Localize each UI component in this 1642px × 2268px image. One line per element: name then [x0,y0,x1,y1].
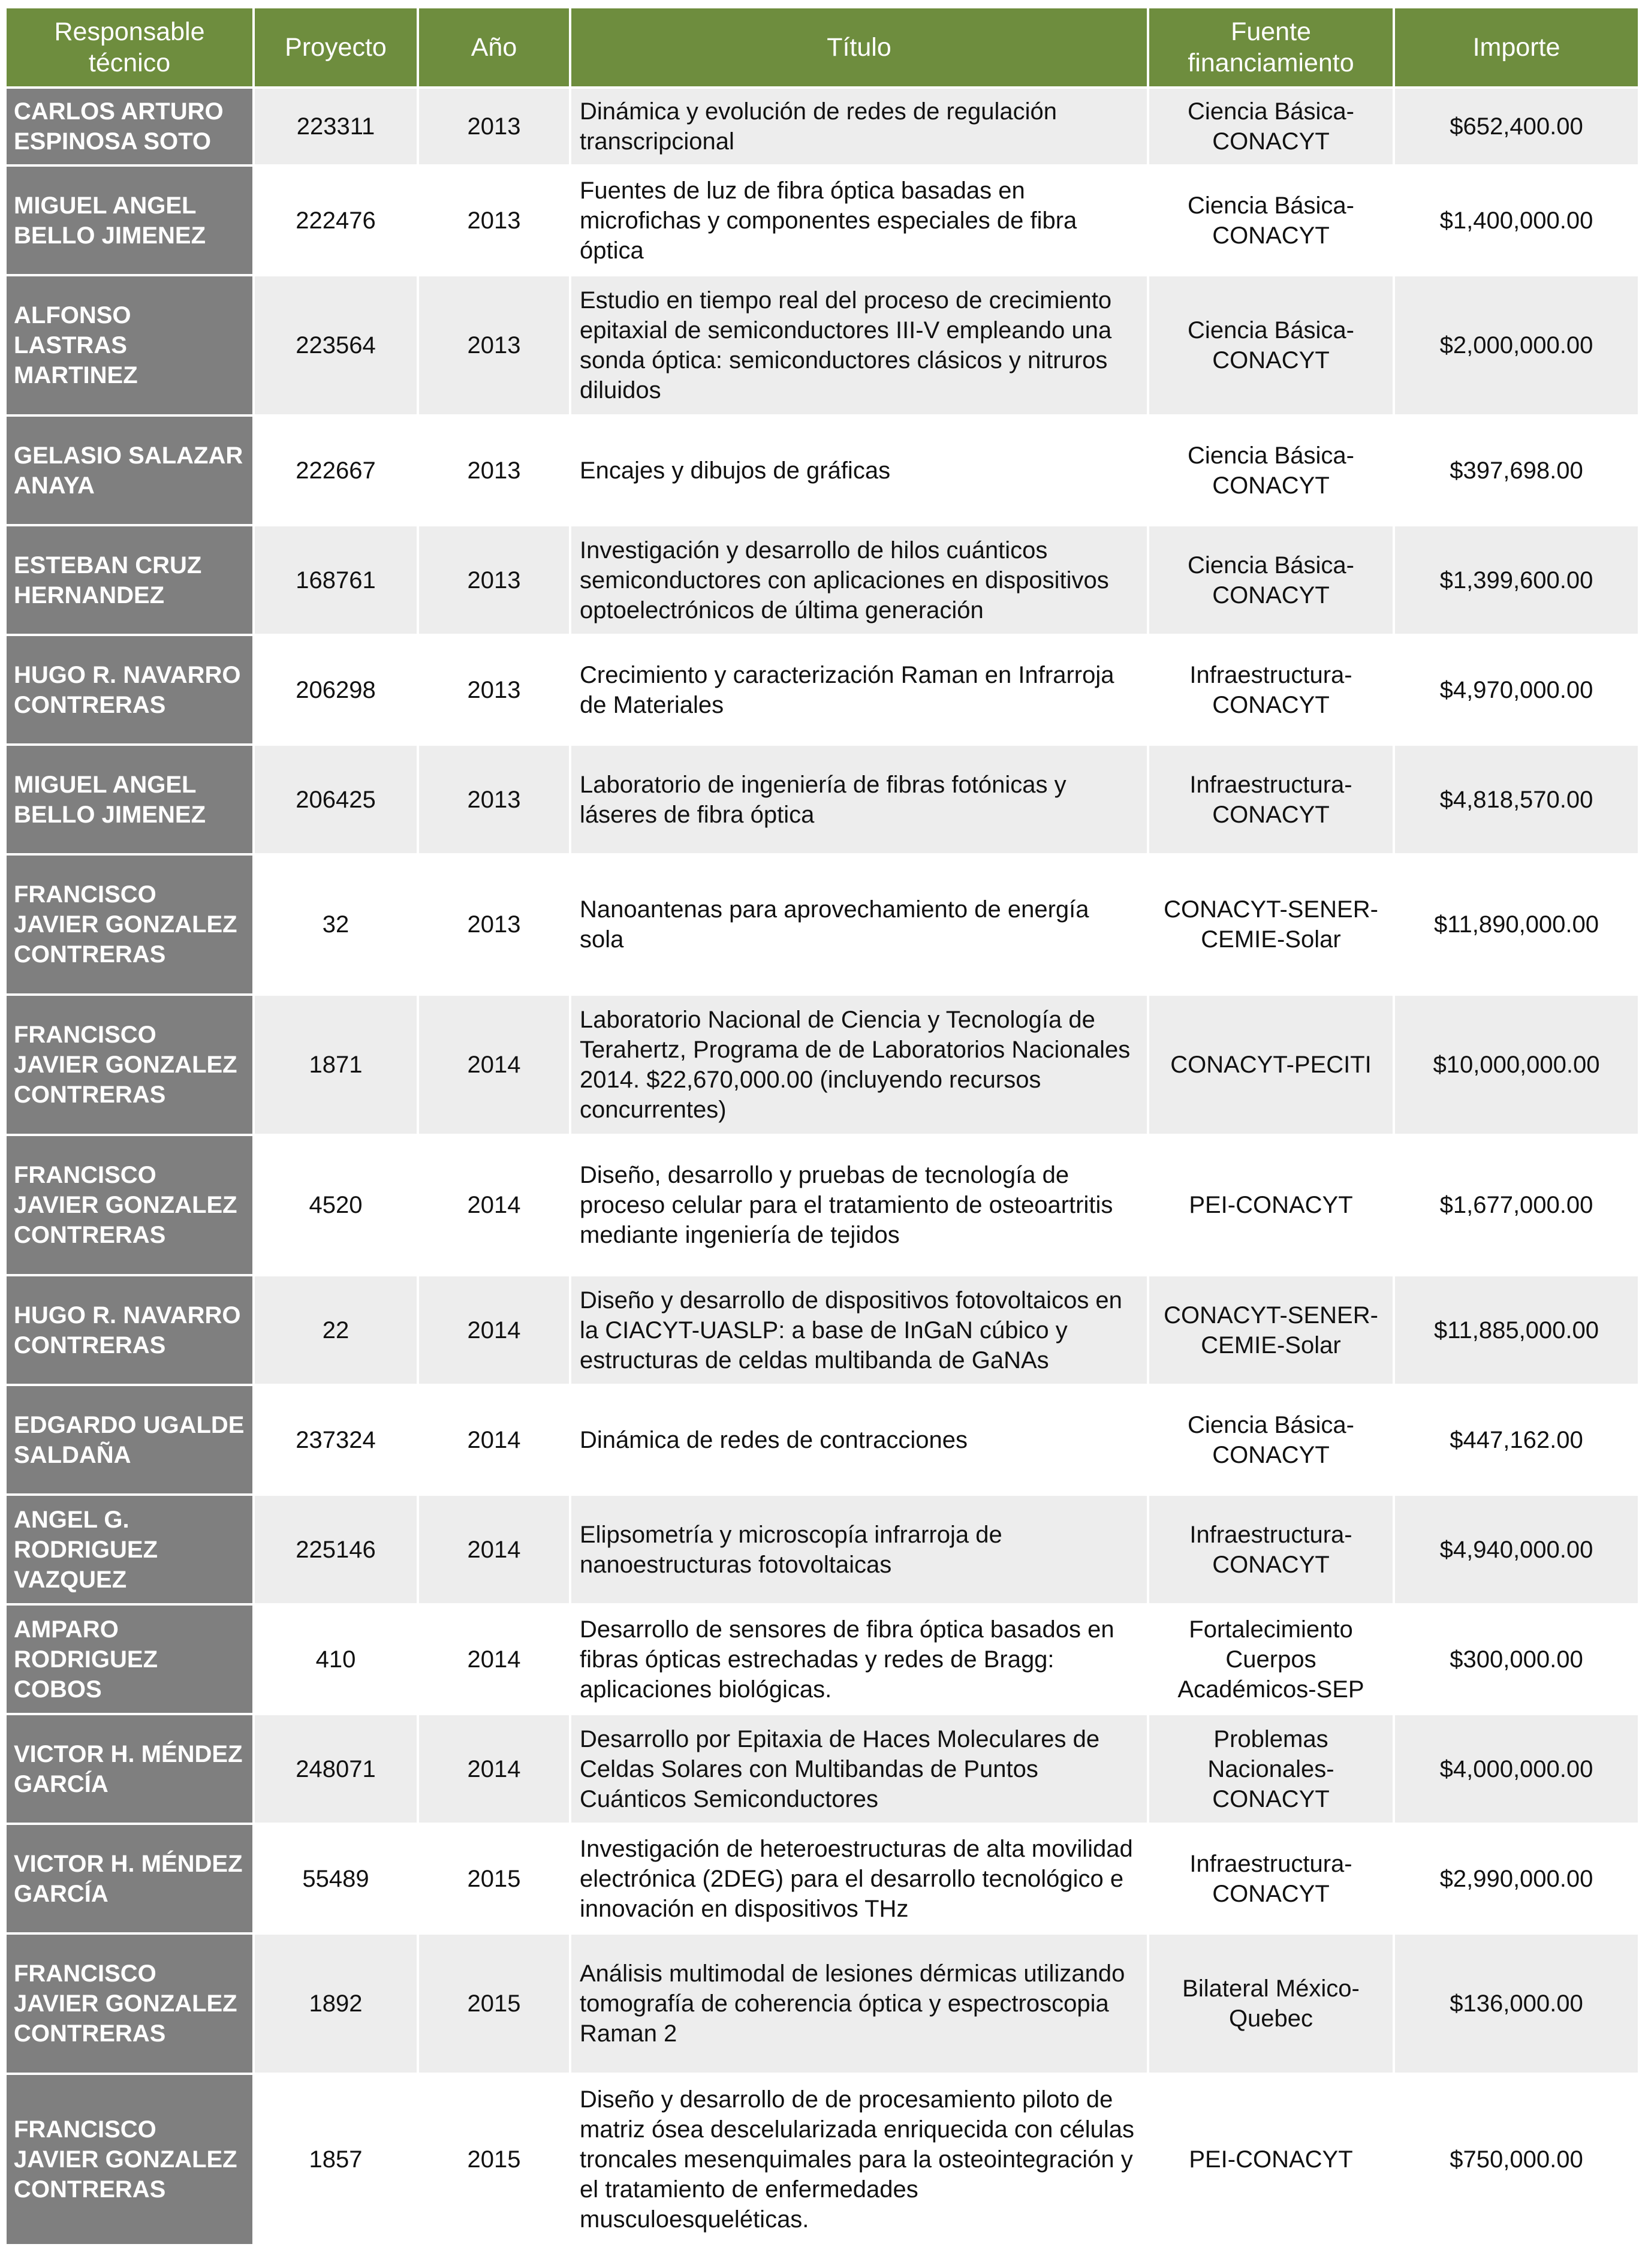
cell-responsable: MIGUEL ANGEL BELLO JIMENEZ [7,167,252,274]
header-anio: Año [419,8,569,86]
cell-proyecto: 223311 [255,89,417,164]
table-body [7,89,1638,2244]
cell-anio: 2014 [419,1276,569,1384]
cell-titulo: Dinámica y evolución de redes de regulación transcripcional [571,89,1147,164]
cell-responsable: EDGARDO UGALDE SALDAÑA [7,1386,252,1493]
cell-proyecto: 206298 [255,636,417,743]
cell-titulo: Nanoantenas para aprovechamiento de energía sola [571,856,1147,993]
cell-importe: $136,000.00 [1395,1935,1638,2073]
cell-importe: $4,000,000.00 [1395,1715,1638,1823]
header-fuente: Fuente financiamiento [1149,8,1393,86]
cell-anio: 2014 [419,996,569,1134]
cell-proyecto: 32 [255,856,417,993]
cell-fuente: PEI-CONACYT [1149,2075,1393,2244]
table-row [7,856,1638,993]
table-row [7,526,1638,634]
table-row [7,167,1638,274]
cell-proyecto: 248071 [255,1715,417,1823]
cell-fuente: Infraestructura-CONACYT [1149,636,1393,743]
cell-fuente: Ciencia Básica-CONACYT [1149,167,1393,274]
table-row [7,746,1638,853]
cell-anio: 2015 [419,2075,569,2244]
cell-fuente: Ciencia Básica-CONACYT [1149,526,1393,634]
cell-proyecto: 55489 [255,1825,417,1932]
header-proyecto: Proyecto [255,8,417,86]
cell-responsable: FRANCISCO JAVIER GONZALEZ CONTRERAS [7,1935,252,2073]
cell-titulo: Estudio en tiempo real del proceso de crecimiento epitaxial de semiconductores III-V empleando una sonda óptica: semiconductores clásicos y nitruros diluidos [571,276,1147,414]
table-row [7,1276,1638,1384]
cell-titulo: Investigación de heteroestructuras de alta movilidad electrónica (2DEG) para el desarrollo tecnológico e innovación en dispositivos THz [571,1825,1147,1932]
cell-importe: $2,990,000.00 [1395,1825,1638,1932]
cell-fuente: Infraestructura-CONACYT [1149,1825,1393,1932]
cell-anio: 2014 [419,1715,569,1823]
cell-proyecto: 1857 [255,2075,417,2244]
cell-responsable: AMPARO RODRIGUEZ COBOS [7,1606,252,1713]
projects-table [4,6,1640,2246]
cell-proyecto: 222476 [255,167,417,274]
table-row [7,996,1638,1134]
cell-titulo: Análisis multimodal de lesiones dérmicas utilizando tomografía de coherencia óptica y espectroscopia Raman 2 [571,1935,1147,2073]
cell-titulo: Desarrollo por Epitaxia de Haces Moleculares de Celdas Solares con Multibandas de Puntos Cuánticos Semiconductores [571,1715,1147,1823]
cell-titulo: Encajes y dibujos de gráficas [571,417,1147,524]
cell-importe: $1,677,000.00 [1395,1136,1638,1274]
table-row [7,276,1638,414]
cell-proyecto: 222667 [255,417,417,524]
cell-fuente: PEI-CONACYT [1149,1136,1393,1274]
cell-anio: 2014 [419,1386,569,1493]
cell-importe: $4,940,000.00 [1395,1496,1638,1603]
table-row [7,89,1638,164]
cell-anio: 2013 [419,276,569,414]
cell-fuente: Fortalecimiento Cuerpos Académicos-SEP [1149,1606,1393,1713]
table-row [7,1496,1638,1603]
header-importe: Importe [1395,8,1638,86]
cell-responsable: ALFONSO LASTRAS MARTINEZ [7,276,252,414]
cell-fuente: CONACYT-SENER-CEMIE-Solar [1149,1276,1393,1384]
cell-proyecto: 225146 [255,1496,417,1603]
table-row [7,1386,1638,1493]
header-responsable: Responsable técnico [7,8,252,86]
header-titulo: Título [571,8,1147,86]
cell-fuente: Ciencia Básica-CONACYT [1149,417,1393,524]
cell-proyecto: 206425 [255,746,417,853]
cell-importe: $1,399,600.00 [1395,526,1638,634]
table-row [7,1825,1638,1932]
cell-responsable: FRANCISCO JAVIER GONZALEZ CONTRERAS [7,1136,252,1274]
cell-importe: $10,000,000.00 [1395,996,1638,1134]
cell-fuente: Bilateral México-Quebec [1149,1935,1393,2073]
table-row [7,1935,1638,2073]
cell-titulo: Laboratorio de ingeniería de fibras fotónicas y láseres de fibra óptica [571,746,1147,853]
cell-fuente: Ciencia Básica-CONACYT [1149,89,1393,164]
cell-responsable: HUGO R. NAVARRO CONTRERAS [7,636,252,743]
cell-anio: 2013 [419,417,569,524]
cell-anio: 2015 [419,1825,569,1932]
cell-fuente: Problemas Nacionales-CONACYT [1149,1715,1393,1823]
cell-anio: 2013 [419,526,569,634]
cell-responsable: HUGO R. NAVARRO CONTRERAS [7,1276,252,1384]
cell-anio: 2013 [419,167,569,274]
table-row [7,1715,1638,1823]
table-header-row [7,8,1638,86]
cell-importe: $300,000.00 [1395,1606,1638,1713]
cell-responsable: MIGUEL ANGEL BELLO JIMENEZ [7,746,252,853]
cell-fuente: Infraestructura-CONACYT [1149,1496,1393,1603]
table-row [7,417,1638,524]
cell-responsable: GELASIO SALAZAR ANAYA [7,417,252,524]
cell-titulo: Diseño, desarrollo y pruebas de tecnología de proceso celular para el tratamiento de osteoartritis mediante ingeniería de tejidos [571,1136,1147,1274]
cell-anio: 2014 [419,1136,569,1274]
table-row [7,1136,1638,1274]
cell-responsable: FRANCISCO JAVIER GONZALEZ CONTRERAS [7,856,252,993]
cell-importe: $750,000.00 [1395,2075,1638,2244]
cell-anio: 2013 [419,746,569,853]
cell-responsable: FRANCISCO JAVIER GONZALEZ CONTRERAS [7,996,252,1134]
cell-responsable: CARLOS ARTURO ESPINOSA SOTO [7,89,252,164]
cell-titulo: Diseño y desarrollo de de procesamiento piloto de matriz ósea descelularizada enriquecida con células troncales mesenquimales para la osteointegración y el tratamiento de enfermedades musculoesqueléticas. [571,2075,1147,2244]
cell-titulo: Crecimiento y caracterización Raman en Infrarroja de Materiales [571,636,1147,743]
cell-fuente: CONACYT-SENER-CEMIE-Solar [1149,856,1393,993]
cell-proyecto: 22 [255,1276,417,1384]
cell-responsable: VICTOR H. MÉNDEZ GARCÍA [7,1715,252,1823]
cell-importe: $2,000,000.00 [1395,276,1638,414]
cell-proyecto: 223564 [255,276,417,414]
cell-proyecto: 1871 [255,996,417,1134]
cell-proyecto: 410 [255,1606,417,1713]
cell-fuente: Ciencia Básica-CONACYT [1149,1386,1393,1493]
cell-titulo: Investigación y desarrollo de hilos cuánticos semiconductores con aplicaciones en dispositivos optoelectrónicos de última generación [571,526,1147,634]
cell-titulo: Fuentes de luz de fibra óptica basadas en microfichas y componentes especiales de fibra óptica [571,167,1147,274]
cell-anio: 2013 [419,636,569,743]
cell-responsable: ANGEL G. RODRIGUEZ VAZQUEZ [7,1496,252,1603]
cell-titulo: Dinámica de redes de contracciones [571,1386,1147,1493]
cell-importe: $397,698.00 [1395,417,1638,524]
cell-importe: $11,890,000.00 [1395,856,1638,993]
cell-anio: 2014 [419,1606,569,1713]
cell-fuente: Ciencia Básica-CONACYT [1149,276,1393,414]
cell-responsable: FRANCISCO JAVIER GONZALEZ CONTRERAS [7,2075,252,2244]
cell-titulo: Desarrollo de sensores de fibra óptica basados en fibras ópticas estrechadas y redes de Bragg: aplicaciones biológicas. [571,1606,1147,1713]
cell-importe: $652,400.00 [1395,89,1638,164]
cell-importe: $11,885,000.00 [1395,1276,1638,1384]
cell-anio: 2015 [419,1935,569,2073]
cell-proyecto: 1892 [255,1935,417,2073]
cell-anio: 2014 [419,1496,569,1603]
cell-titulo: Laboratorio Nacional de Ciencia y Tecnología de Terahertz, Programa de de Laboratorios Nacionales 2014. $22,670,000.00 (incluyendo recursos concurrentes) [571,996,1147,1134]
cell-importe: $447,162.00 [1395,1386,1638,1493]
table-row [7,636,1638,743]
cell-responsable: VICTOR H. MÉNDEZ GARCÍA [7,1825,252,1932]
table-row [7,1606,1638,1713]
cell-proyecto: 4520 [255,1136,417,1274]
cell-responsable: ESTEBAN CRUZ HERNANDEZ [7,526,252,634]
cell-titulo: Elipsometría y microscopía infrarroja de nanoestructuras fotovoltaicas [571,1496,1147,1603]
cell-importe: $1,400,000.00 [1395,167,1638,274]
table-row [7,2075,1638,2244]
cell-importe: $4,970,000.00 [1395,636,1638,743]
cell-anio: 2013 [419,89,569,164]
cell-anio: 2013 [419,856,569,993]
cell-importe: $4,818,570.00 [1395,746,1638,853]
cell-fuente: CONACYT-PECITI [1149,996,1393,1134]
cell-fuente: Infraestructura-CONACYT [1149,746,1393,853]
cell-proyecto: 168761 [255,526,417,634]
cell-proyecto: 237324 [255,1386,417,1493]
cell-titulo: Diseño y desarrollo de dispositivos fotovoltaicos en la CIACYT-UASLP: a base de InGaN cúbico y estructuras de celdas multibanda de GaNAs [571,1276,1147,1384]
